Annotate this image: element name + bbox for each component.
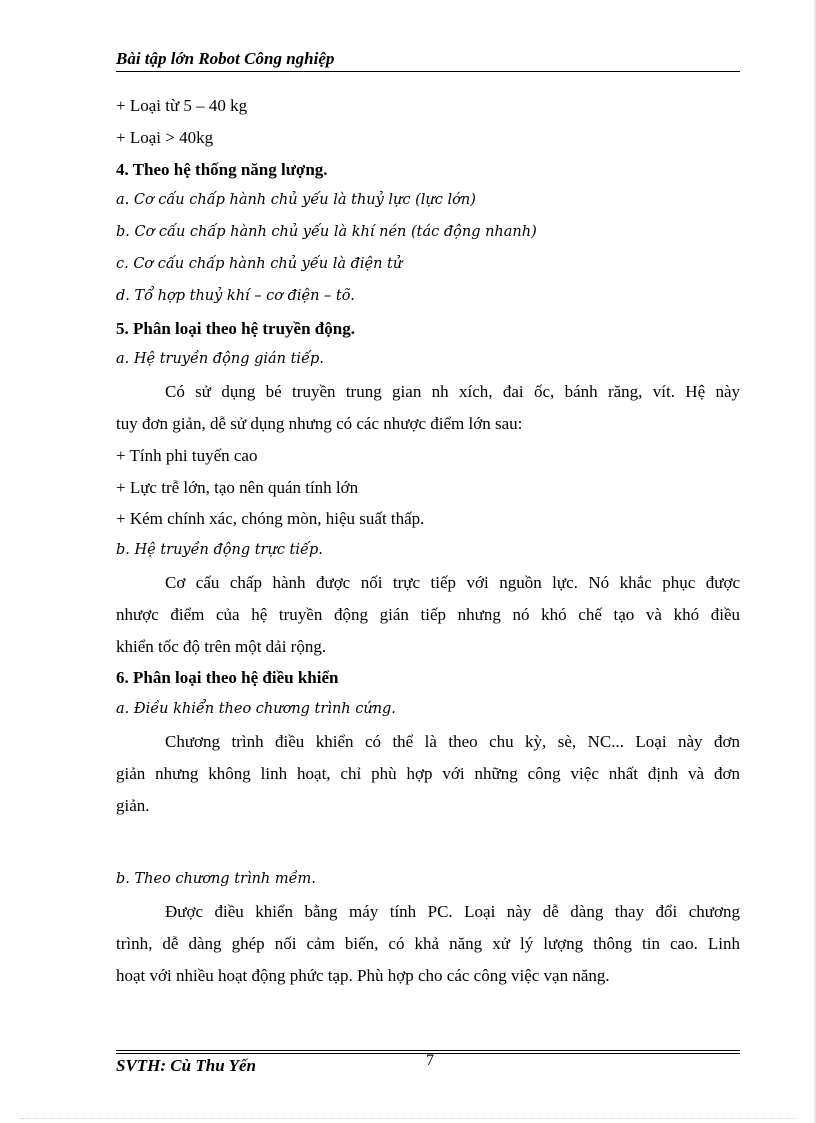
- paragraph-5a: [116, 376, 740, 440]
- subsection-4c: c. Cơ cấu chấp hành chủ yếu là điện tử: [116, 255, 403, 272]
- section-heading-5: 5. Phân loại theo hệ truyền động.: [116, 318, 355, 338]
- subsection-4a: a. Cơ cấu chấp hành chủ yếu là thuỷ lực (lực lớn): [116, 192, 476, 209]
- list-item: + Tính phi tuyến cao: [116, 445, 258, 465]
- subsection-5b: b. Hệ truyền động trực tiếp.: [116, 542, 323, 559]
- paragraph-line: nhược điểm của hệ truyền động gián tiếp nhưng nó khó chế tạo và khó điều: [116, 604, 740, 624]
- paragraph-line: khiển tốc độ trên một dải rộng.: [116, 636, 327, 656]
- subsection-6a: a. Điều khiển theo chương trình cứng.: [116, 701, 396, 718]
- paragraph-6b: [116, 896, 740, 991]
- paragraph-6a: [116, 726, 740, 821]
- paragraph-line: Có sử dụng bé truyền trung gian nh xích, đai ốc, bánh răng, vít. Hệ này: [165, 382, 740, 402]
- header-rule: [116, 71, 740, 72]
- paragraph-line: giản.: [116, 795, 150, 815]
- paragraph-line: tuy đơn giản, dễ sử dụng nhưng có các nhược điểm lớn sau:: [116, 413, 523, 433]
- subsection-4b: b. Cơ cấu chấp hành chủ yếu là khí nén (tác động nhanh): [116, 224, 537, 241]
- page-number: 7: [426, 1052, 434, 1069]
- section-heading-6: 6. Phân loại theo hệ điều khiển: [116, 668, 339, 688]
- footer-author: SVTH: Cù Thu Yến: [116, 1056, 256, 1075]
- paragraph-5b: [116, 567, 740, 662]
- subsection-6b: b. Theo chương trình mềm.: [116, 871, 316, 888]
- document-body: [116, 90, 740, 992]
- paragraph-line: giản nhưng không linh hoạt, chỉ phù hợp với những công việc nhất định và đơn: [116, 763, 740, 783]
- list-item: + Kém chính xác, chóng mòn, hiệu suất thấp.: [116, 509, 425, 529]
- paragraph-line: hoạt với nhiều hoạt động phức tạp. Phù hợp cho các công việc vạn năng.: [116, 965, 610, 985]
- paragraph-line: trình, dễ dàng ghép nối cảm biến, có khả năng xử lý lượng thông tin cao. Linh: [116, 933, 740, 953]
- page-header-title: Bài tập lớn Robot Công nghiệp: [116, 49, 335, 68]
- section-heading-4: 4. Theo hệ thống năng lượng.: [116, 159, 328, 179]
- paragraph-line: Chương trình điều khiển có thể là theo chu kỳ, sè, NC... Loại này đơn: [165, 731, 740, 751]
- list-item: + Loại > 40kg: [116, 127, 214, 147]
- footer-rule: [116, 1050, 740, 1051]
- page-bottom-border: [20, 1118, 796, 1119]
- list-item: + Lực trễ lớn, tạo nên quán tính lớn: [116, 477, 359, 497]
- subsection-4d: d. Tổ hợp thuỷ khí – cơ điện – tõ.: [116, 287, 355, 304]
- list-item: + Loại từ 5 – 40 kg: [116, 96, 248, 115]
- subsection-5a: a. Hệ truyền động gián tiếp.: [116, 351, 324, 368]
- blank-space: [116, 821, 740, 864]
- paragraph-line: Cơ cấu chấp hành được nối trực tiếp với nguồn lực. Nó khắc phục được: [165, 572, 740, 592]
- paragraph-line: Được điều khiển bằng máy tính PC. Loại này dễ dàng thay đổi chương: [165, 902, 740, 922]
